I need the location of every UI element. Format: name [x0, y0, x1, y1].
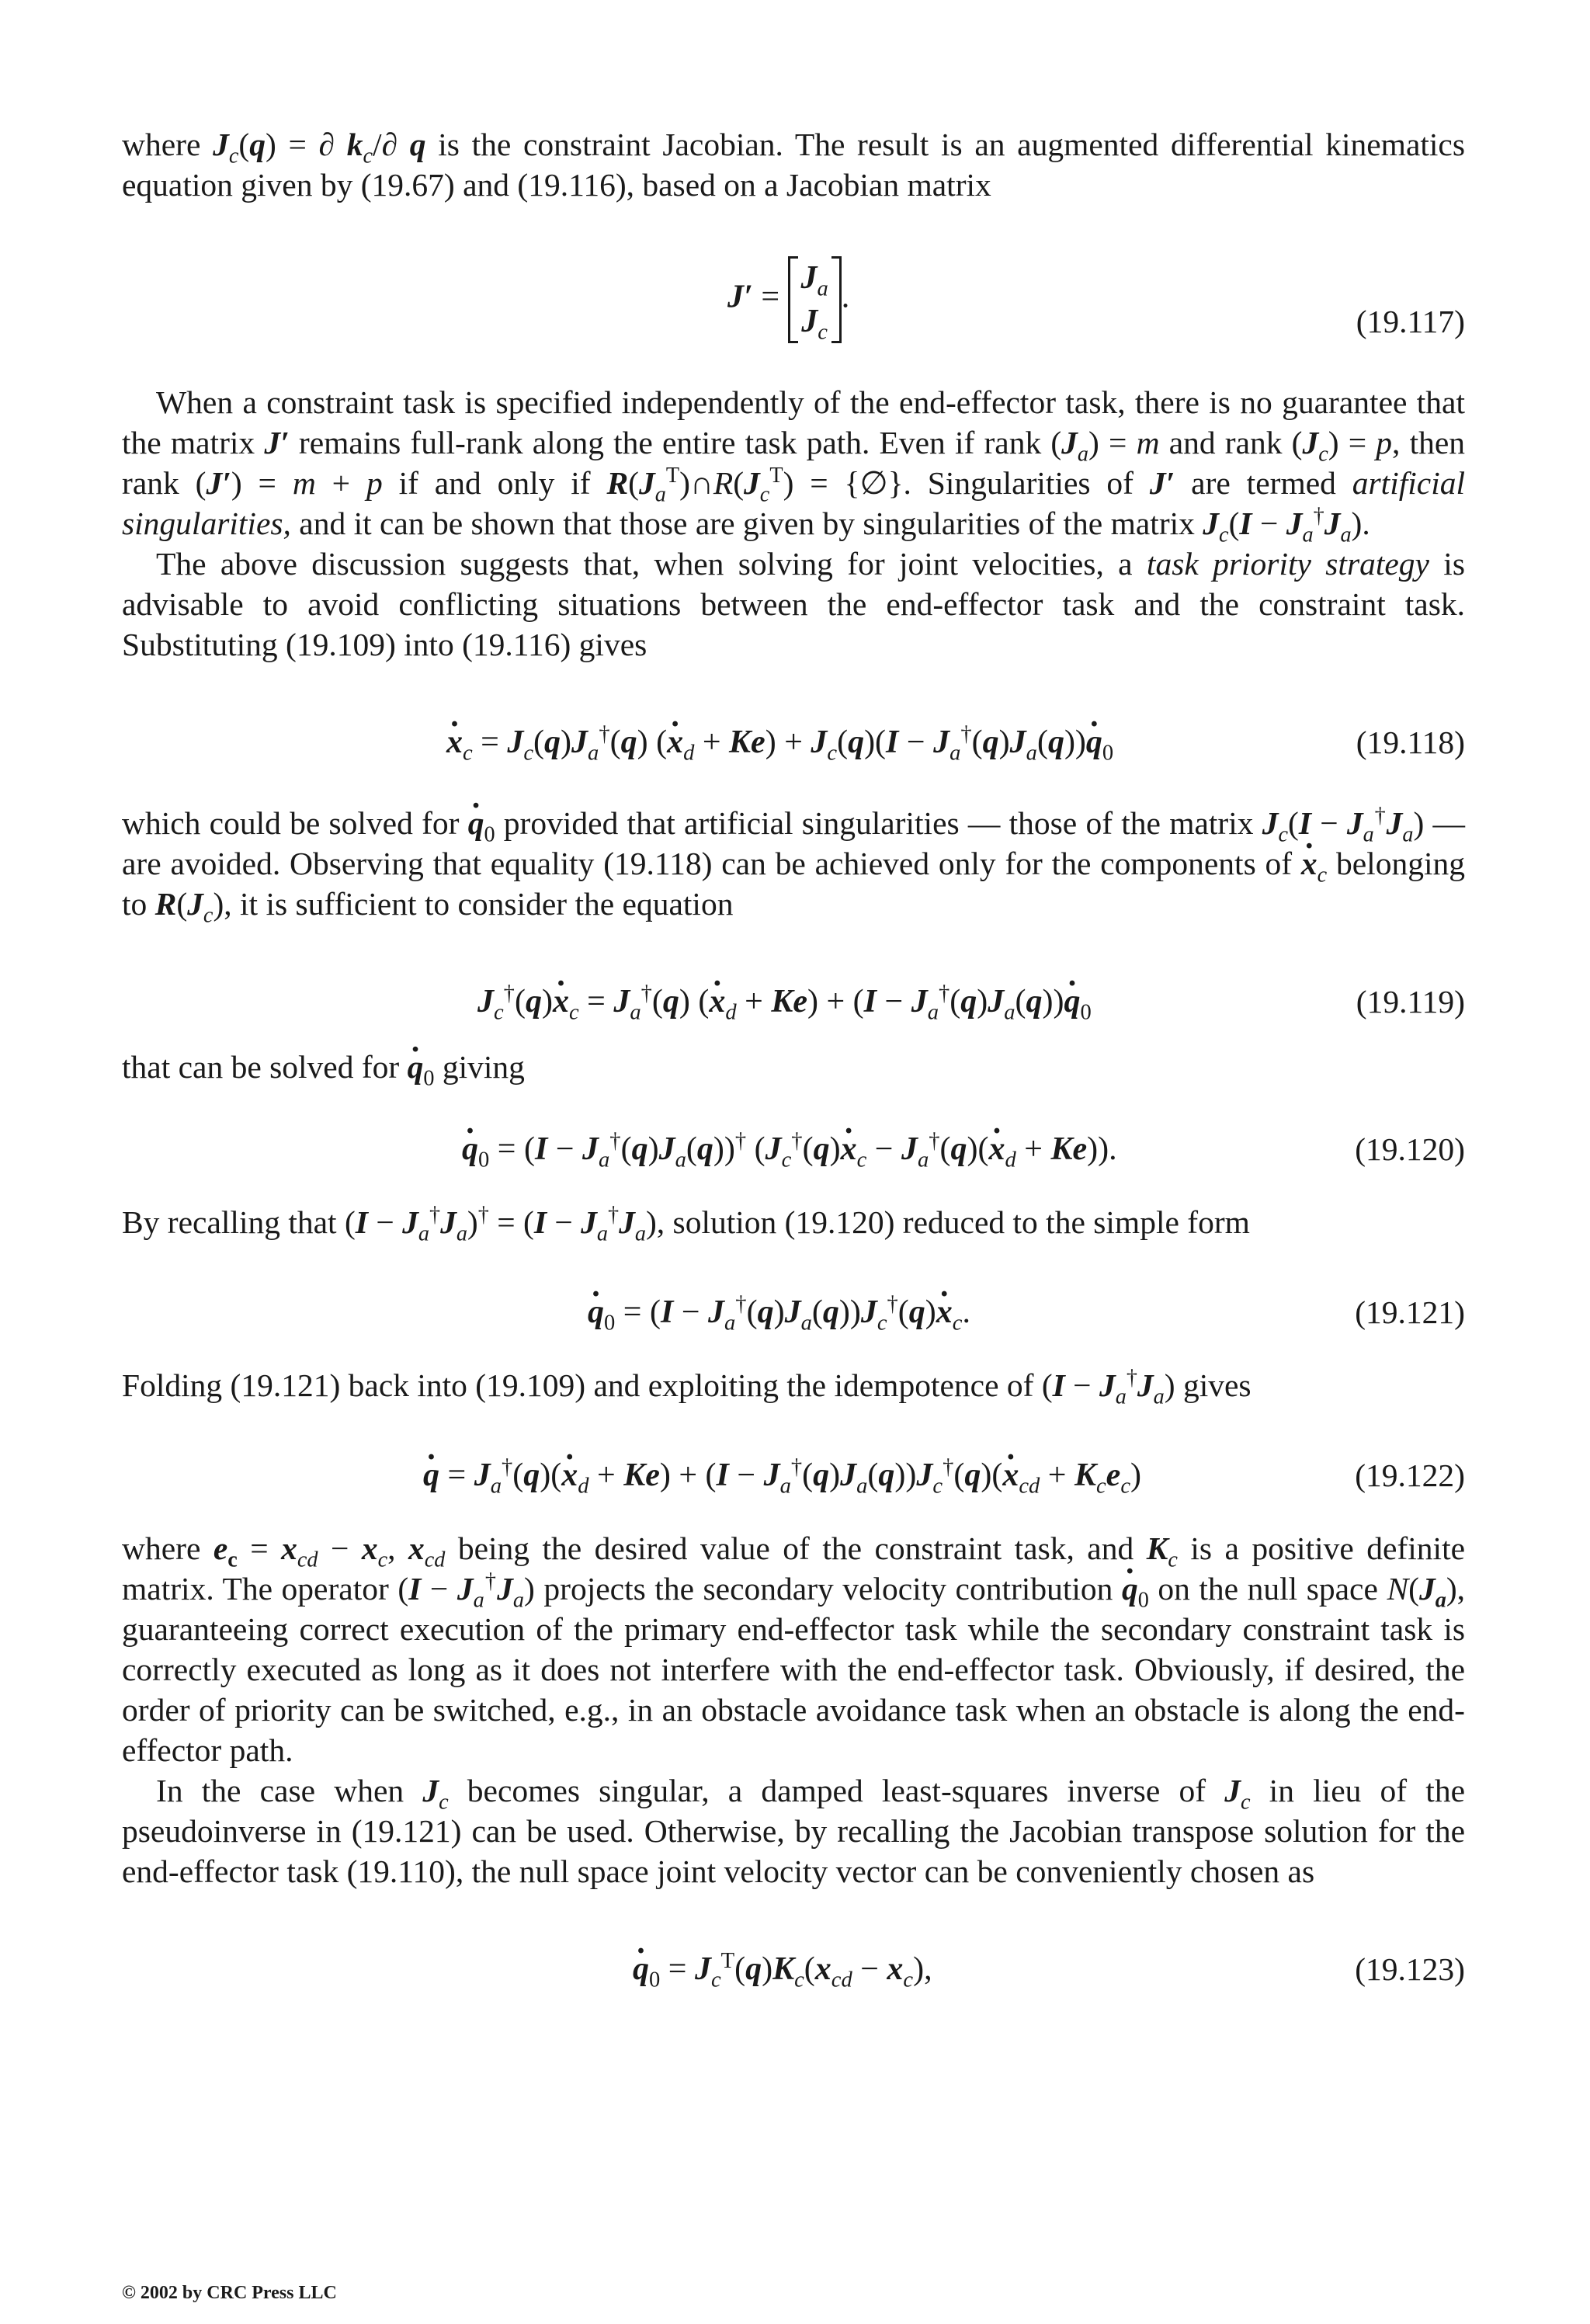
copyright-footer: © 2002 by CRC Press LLC [122, 2283, 337, 2303]
equation-number: (19.118) [1356, 724, 1465, 760]
page-content: where $J_c(q)$ = ∂ $k_c/\partial$ q is the constraint Jacobian. The result is an augmented differential kinematics equation given by (19.67) and (19.116), based on a Jacobian matrix $J' = J_a$ $J_c$. (19.117) When a constraint task is specified independently of the end-effector task, there is no guarantee that the matrix J′ remains full-rank along the entire task path. Even if rank $(J_a) = m$ and rank $(J_c) = p$, then rank (J′) = m + p if and only if $R(J_a^T)\cap R(J_c^T)$ = {∅}. Singularities of J′ are termed artificial singularities, and it can be shown that those are given by singularities of the matrix $J_c(I - J_a^\dagger J_a)$. The above discussion suggests that, when solving for joint velocities, a task priority strategy is advisable to avoid conflicting situations between the end-effector task and the constraint task. Substituting (19.109) into (19.116) gives · $x_c = J_c(q)J_a^\dagger(q)$ (· $x_d + Ke) + J_c(q)(I - J_a^\dagger(q)J_a(q))\cdot q_0$ (19.118) which could be solved for · $q_0$ provided that artificial singularities — those of the matrix $J_c(I - J_a^\dagger J_a)$ — are avoided. Observing that equality (19.118) can be achieved only for the components of · $x_c$ belonging to $R(J_c)$, it is sufficient to consider the equation $J_c^\dagger(q)\cdot x_c = J_a^\dagger(q)$ (· $x_d + Ke) + (I - J_a^\dagger(q)J_a(q))\cdot q_0$ (19.119) that can be solved for · $q_0$ giving · $q_0 = (I - J_a^\dagger(q)J_a(q))^\dagger$ $(J_c^\dagger(q)\cdot x_c - J_a^\dagger(q)(\cdot x_d + Ke))$. (19.120) By recalling that $(I - J_a^\dagger J_a)^\dagger = (I - J_a^\dagger J_a)$, solution (19.120) reduced to the simple form · $q_0 = (I - J_a^\dagger(q)J_a(q))J_c^\dagger(q)\cdot x_c$. (19.121) Folding (19.121) back into (19.109) and exploiting the idempotence of $(I - J_a^\dagger J_a)$ gives · $q = J_a^\dagger(q)(\cdot x_d + Ke) + (I - J_a^\dagger(q)J_a(q))J_c^\dagger(q)(\cdot x_{cd} + K_ce_c)$ (19.122) where $e_c = x_{cd} - x_c$, $x_{cd}$ being the desired value of the constraint task, and $K_c$ is a positive definite matrix. The operator $(I - J_a^\dagger J_a)$ projects the secondary velocity contribution · $q_0$ on the null space $N(J_a)$, guaranteeing correct execution of the primary end-effector task while the secondary constraint task is correctly executed as long as it does not interfere with the end-effector task. Obviously, if desired, the order of priority can be switched, e.g., in an obstacle avoidance task when an obstacle is along the end-effector path. In the case when $J_c$ becomes singular, a damped least-squares inverse of $J_c$ in lieu of the pseudoinverse in (19.121) can be used. Otherwise, by recalling the Jacobian transpose solution for the end-effector task (19.110), the null space joint velocity vector can be conveniently chosen as · $q_0 = J_c^T(q)K_c(x_{cd} - x_c)$, (19.123) [122, 124, 1465, 1949]
paragraph-2: When a constraint task is specified independently of the end-effector task, there is no guarantee that the matrix J′ remains full-rank along the entire task path. Even if rank $(J_a) = m$ and rank $(J_c) = p$, then rank (J′) = m + p if and only if $R(J_a^T)\cap R(J_c^T)$ = {∅}. Singularities of J′ are termed artificial singularities, and it can be shown that those are given by singularities of the matrix $J_c(I - J_a^\dagger J_a)$. [122, 384, 1466, 547]
equation-number: (19.120) [1355, 1131, 1465, 1167]
paragraph-6: By recalling that $(I - J_a^\dagger J_a)^\dagger = (I - J_a^\dagger J_a)$, solution (19.120) reduced to the simple form [122, 1203, 1250, 1246]
paragraph-8: where $e_c = x_{cd} - x_c$, $x_{cd}$ being the desired value of the constraint task, and $K_c$ is a positive definite matrix. The operator $(I - J_a^\dagger J_a)$ projects the secondary velocity contribution · $q_0$ on the null space $N(J_a)$, guaranteeing correct execution of the primary end-effector task while the secondary constraint task is correctly executed as long as it does not interfere with the end-effector task. Obviously, if desired, the order of priority can be switched, e.g., in an obstacle avoidance task when an obstacle is along the end-effector path. [122, 1528, 1465, 1770]
paragraph-5: that can be solved for · $q_0$ giving [122, 1047, 1465, 1087]
paragraph-4: which could be solved for · $q_0$ provided that artificial singularities — those of the matrix $J_c(I - J_a^\dagger J_a)$ — are avoided. Observing that equality (19.118) can be achieved only for the components of · $x_c$ belonging to $R(J_c)$, it is sufficient to consider the equation [122, 803, 1465, 924]
equation-number: (19.121) [1355, 1294, 1465, 1330]
equation-number: (19.122) [1355, 1457, 1465, 1493]
paragraph-7: Folding (19.121) back into (19.109) and exploiting the idempotence of $(I - J_a^\dagger J_a)$ gives [122, 1366, 1252, 1409]
paragraph-1: where $J_c(q)$ = ∂ $k_c/\partial$ q is the constraint Jacobian. The result is an augmented differential kinematics equation given by (19.67) and (19.116), based on a Jacobian matrix [122, 127, 1466, 203]
equation-number: (19.123) [1355, 1951, 1465, 1987]
paragraph-3: The above discussion suggests that, when solving for joint velocities, a task priority strategy is advisable to avoid conflicting situations between the end-effector task and the constraint task. Substituting (19.109) into (19.116) gives [122, 546, 1465, 662]
equation-number: (19.117) [1356, 304, 1465, 339]
equation-number: (19.119) [1356, 984, 1465, 1020]
paragraph-9: In the case when $J_c$ becomes singular, a damped least-squares inverse of $J_c$ in lieu of the pseudoinverse in (19.121) can be used. Otherwise, by recalling the Jacobian transpose solution for the end-effector task (19.110), the null space joint velocity vector can be conveniently chosen as [122, 1773, 1465, 1889]
